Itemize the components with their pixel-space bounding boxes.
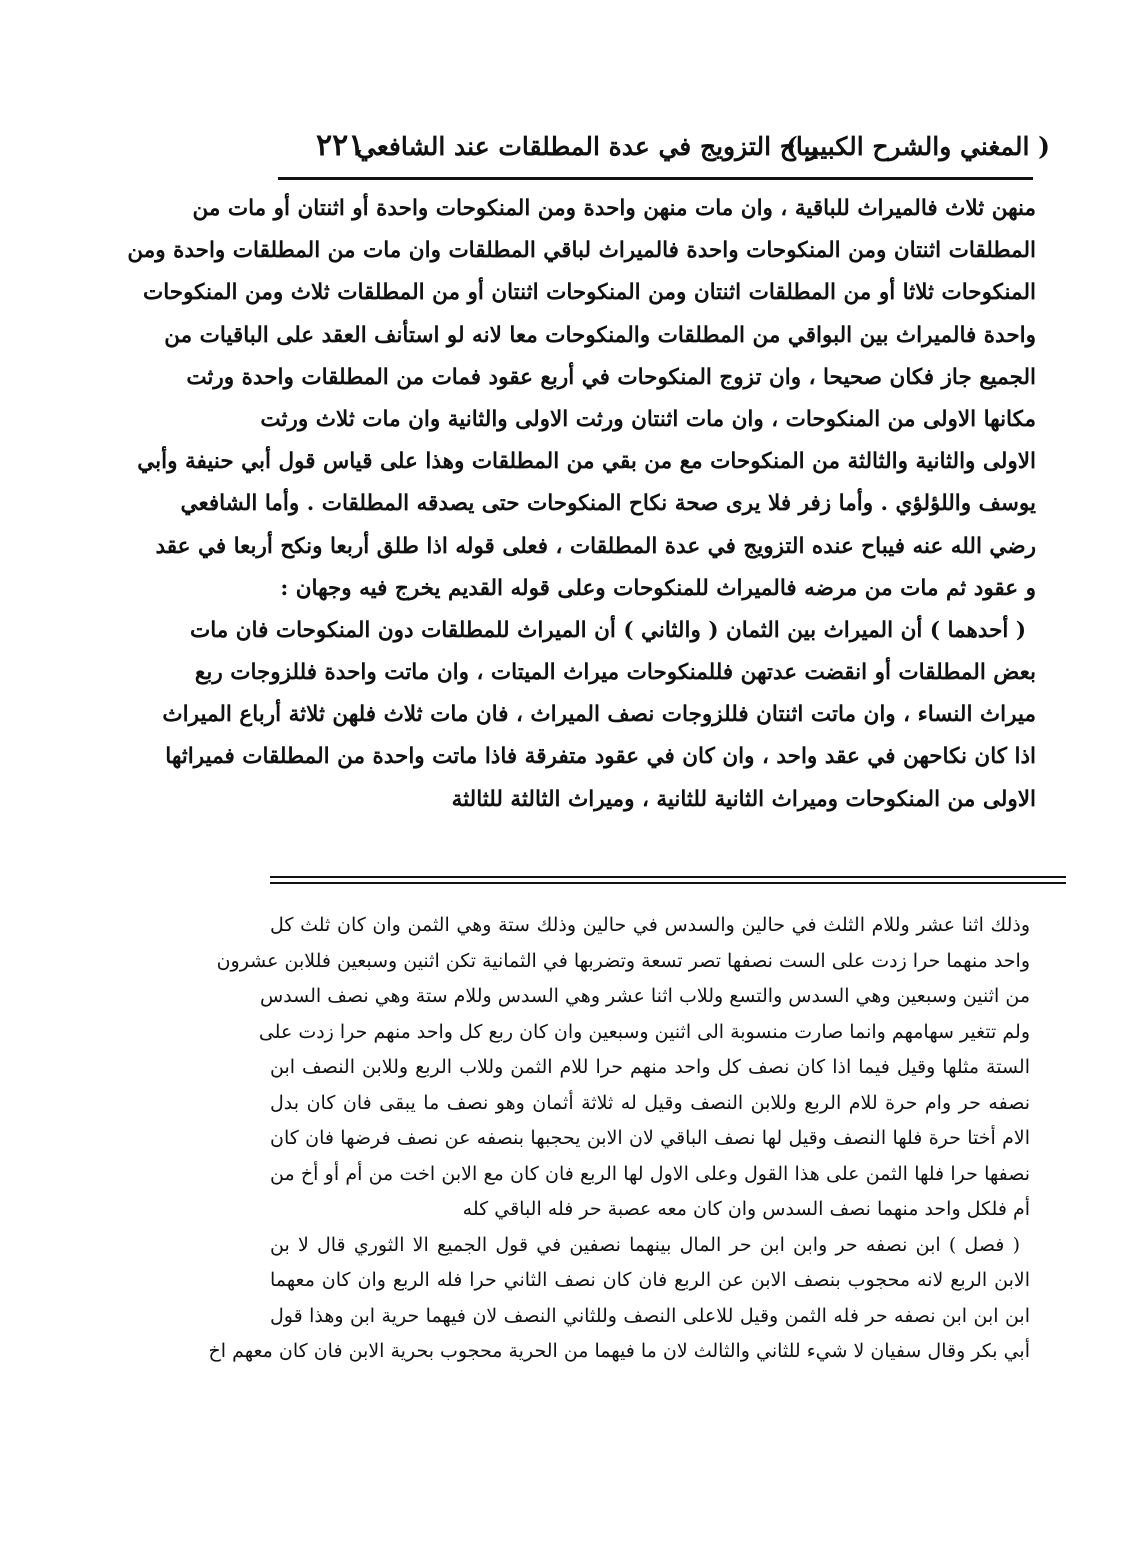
footnote-rule: [270, 876, 1066, 878]
page-number: ٢٢١: [316, 128, 365, 163]
main-line: واحدة فالميراث بين البواقي من المطلقات والمنكوحات معا لانه لو استأنف العقد على الباقيات من: [164, 322, 1036, 348]
commentary-line: من اثنين وسبعين وهي السدس والتسع وللاب اثنا عشر وهي السدس وللام ستة وهي نصف السدس: [260, 985, 1030, 1007]
commentary-line: الابن الربع لانه محجوب بنصف الابن عن الربع فان كان نصف الثاني حرا فله الربع وان كان معهما: [270, 1269, 1030, 1291]
main-text: [127, 188, 1036, 821]
commentary-line: أبي بكر وقال سفيان لا شيء للثاني والثالث لان ما فيهما من الحرية محجوب بحرية الابن فان كان معهم اخ: [208, 1340, 1030, 1362]
main-line: المنكوحات ثلاثا أو من المطلقات اثنتان ومن المنكوحات اثنتان أو من المطلقات ثلاث ومن المنكوحات: [142, 280, 1036, 306]
main-line: الجميع جاز فكان صحيحا ، وان تزوج المنكوحات في أربع عقود فمات من المطلقات واحدة ورثت: [186, 364, 1036, 390]
main-line: منهن ثلاث فالميراث للباقية ، وان مات منهن واحدة ومن المنكوحات واحدة أو اثنتان أو مات من: [192, 196, 1036, 221]
page-header: [290, 128, 1050, 174]
commentary-line: نصفها حرا فلها الثمن على هذا القول وعلى الاول لها الربع فان كان مع الابن اخت من أم أو أخ من: [270, 1162, 1030, 1185]
main-line: مكانها الاولى من المنكوحات ، وان مات اثنتان ورثت الاولى والثانية وان مات ثلاث ورثت: [260, 406, 1036, 432]
commentary-line: ابن ابن ابن نصفه حر فله الثمن وقيل للاعلى النصف وللثاني النصف لان فيهما حرية ابن وهذا قول: [270, 1304, 1030, 1327]
main-line: رضي الله عنه فيباح عنده التزويج في عدة المطلقات ، فعلى قوله اذا طلق أربعا ونكح أربعا في عقد: [155, 533, 1036, 559]
commentary-line: وذلك اثنا عشر وللام الثلث في حالين والسدس في حالين وذلك ستة وهي الثمن وان كان ثلث كل: [270, 914, 1030, 936]
commentary-line: واحد منهما حرا زدت على الست نصفها تصر تسعة وتضربها في الثمانية تكن اثنين وسبعين فللابن عشرون: [216, 949, 1030, 972]
main-line: ( أحدهما ) أن الميراث بين الثمان ( والثاني ) أن الميراث للمطلقات دون المنكوحات فان مات: [189, 617, 1026, 643]
book-title: ( المغني والشرح الكبير ): [785, 132, 1050, 161]
commentary-line: أم فلكل واحد منهما نصف السدس وان كان معه عصبة حر فله الباقي كله: [462, 1198, 1030, 1220]
footnote-rule: [270, 882, 1066, 884]
commentary-text: [208, 908, 1030, 1370]
commentary-line: ولم تتغير سهامهم وانما صارت منسوبة الى اثنين وسبعين وان كان ربع كل واحد منهم حرا زدت على: [258, 1020, 1030, 1043]
chapter-title: يباح التزويج في عدة المطلقات عند الشافعي: [356, 132, 818, 161]
commentary-line: نصفه حر وام حرة للام الربع وللابن النصف وقيل له ثلاثة أثمان وهو نصف ما يبقى فان كان بدل: [270, 1091, 1030, 1114]
main-line: يوسف واللؤلؤي . وأما زفر فلا يرى صحة نكاح المنكوحات حتى يصدقه المطلقات . وأما الشافعي: [180, 491, 1036, 517]
main-line: و عقود ثم مات من مرضه فالميراث للمنكوحات وعلى قوله القديم يخرج فيه وجهان :: [280, 575, 1036, 601]
main-line: ميراث النساء ، وان ماتت اثنتان فللزوجات نصف الميراث ، فان مات ثلاث فلهن ثلاثة أرباع الميراث: [162, 702, 1036, 728]
header-rule: [278, 177, 1033, 180]
commentary-line: الام أختا حرة فلها النصف وقيل لها نصف الباقي لان الابن يحجبها بنصفه عن نصف فرضها فان كان: [270, 1127, 1030, 1149]
main-line: اذا كان نكاحهن في عقد واحد ، وان كان في عقود متفرقة فاذا ماتت واحدة من المطلقات فميراثها: [165, 744, 1036, 770]
commentary-line: ( فصل ) ابن نصفه حر وابن ابن حر المال بينهما نصفين في قول الجميع الا الثوري قال لا بن: [270, 1233, 1020, 1256]
main-line: المطلقات اثنتان ومن المنكوحات واحدة فالميراث لباقي المطلقات وان مات من المطلقات واحدة ومن: [127, 238, 1036, 264]
main-line: بعض المطلقات أو انقضت عدتهن فللمنكوحات ميراث الميتات ، وان ماتت واحدة فللزوجات ربع: [194, 660, 1036, 686]
commentary-line: الستة مثلها وقيل فيما اذا كان نصف كل واحد منهم حرا للام الثمن وللاب الربع وللابن النصف ابن: [270, 1056, 1030, 1078]
main-line: الاولى والثانية والثالثة من المنكوحات مع من بقي من المطلقات وهذا على قياس قول أبي حنيفة وأبي: [137, 449, 1036, 475]
main-line: الاولى من المنكوحات وميراث الثانية للثانية ، وميراث الثالثة للثالثة: [451, 786, 1036, 812]
